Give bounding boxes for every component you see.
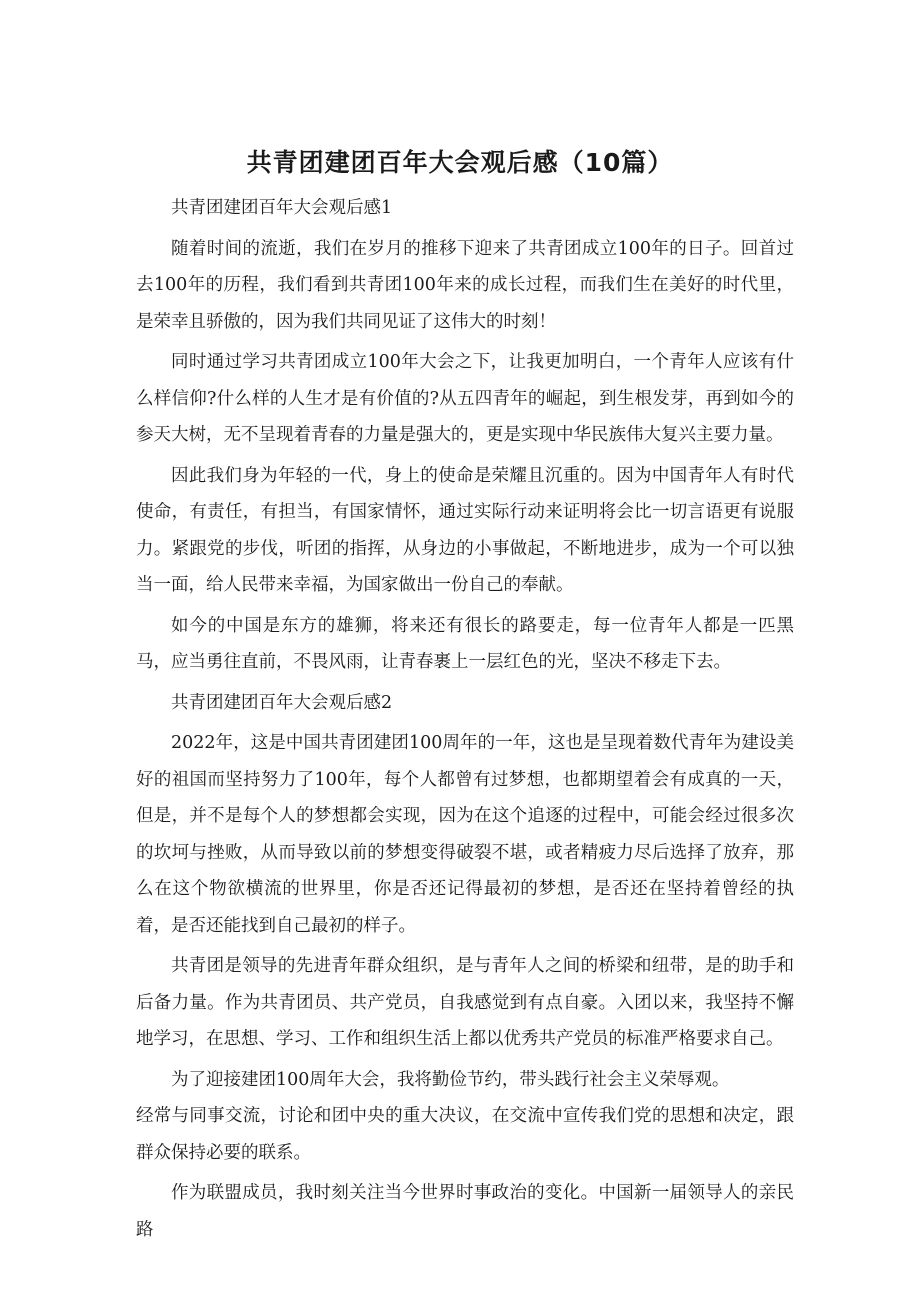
paragraph: 作为联盟成员，我时刻关注当今世界时事政治的变化。中国新一届领导人的亲民路 xyxy=(136,1183,794,1240)
paragraph: 共青团是领导的先进青年群众组织，是与青年人之间的桥梁和纽带，是的助手和后备力量。作为共青团员、共产党员，自我感觉到有点自豪。入团以来，我坚持不懈地学习，在思想、学习、工作和组织生活上都以优秀共产党员的标准严格要求自己。 xyxy=(136,956,794,1049)
paragraph: 经常与同事交流，讨论和团中央的重大决议，在交流中宣传我们党的思想和决定，跟群众保持必要的联系。 xyxy=(136,1106,794,1163)
section-heading-2: 共青团建团百年大会观后感2 xyxy=(171,692,393,713)
paragraph: 2022年，这是中国共青团建团100周年的一年，这也是呈现着数代青年为建设美好的祖国而坚持努力了100年，每个人都曾有过梦想，也都期望着会有成真的一天，但是，并不是每个人的梦想都会实现，因为在这个追逐的过程中，可能会经过很多次的坎坷与挫败，从而导致以前的梦想变得破裂不堪，或者精疲力尽后选择了放弃，那么在这个物欲横流的世界里，你是否还记得最初的梦想，是否还在坚持着曾经的执着，是否还能找到自己最初的样子。 xyxy=(136,733,794,936)
section-heading-1: 共青团建团百年大会观后感1 xyxy=(171,198,393,218)
document-title: 共青团建团百年大会观后感（10篇） xyxy=(246,148,674,177)
document-body xyxy=(136,190,794,1252)
paragraph: 因此我们身为年轻的一代，身上的使命是荣耀且沉重的。因为中国青年人有时代使命，有责任，有担当，有国家情怀，通过实际行动来证明将会比一切言语更有说服力。紧跟党的步伐，听团的指挥，从身边的小事做起，不断地进步，成为一个可以独当一面，给人民带来幸福，为国家做出一份自己的奉献。 xyxy=(136,465,794,595)
paragraph: 随着时间的流逝，我们在岁月的推移下迎来了共青团成立100年的日子。回首过去100年的历程，我们看到共青团100年来的成长过程，而我们生在美好的时代里，是荣幸且骄傲的，因为我们共同见证了这伟大的时刻！ xyxy=(136,238,794,332)
paragraph: 为了迎接建团100周年大会，我将勤俭节约，带头践行社会主义荣辱观。 xyxy=(171,1069,730,1090)
paragraph: 同时通过学习共青团成立100年大会之下，让我更加明白，一个青年人应该有什么样信仰?什么样的人生才是有价值的?从五四青年的崛起，到生根发芽，再到如今的参天大树，无不呈现着青春的力量是强大的，更是实现中华民族伟大复兴主要力量。 xyxy=(136,352,794,445)
paragraph: 如今的中国是东方的雄狮，将来还有很长的路要走，每一位青年人都是一匹黑马，应当勇往直前，不畏风雨，让青春裹上一层红色的光，坚决不移走下去。 xyxy=(136,615,794,672)
